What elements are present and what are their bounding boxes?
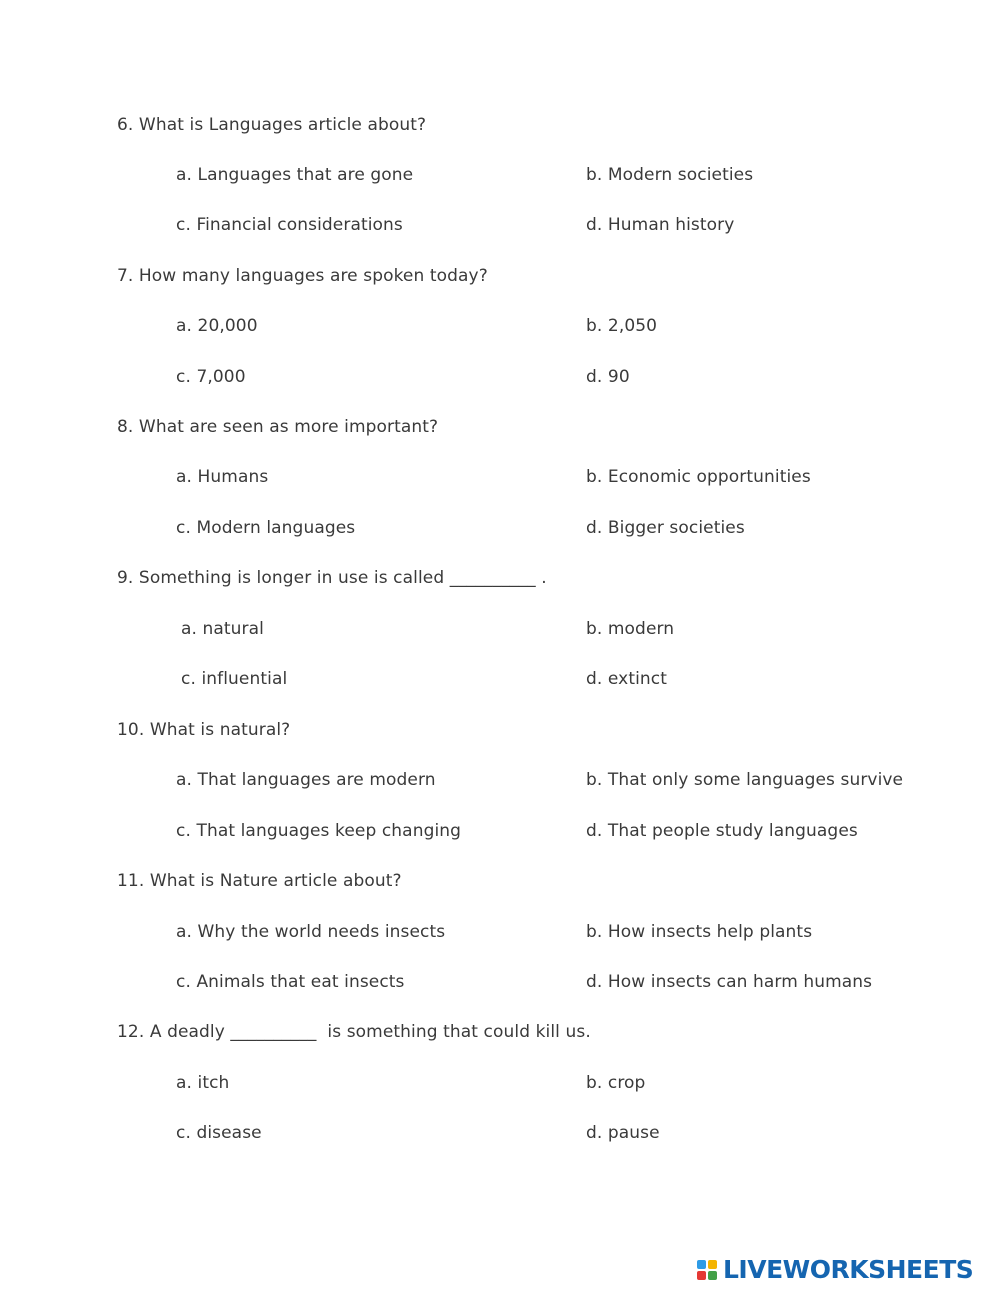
- question-7-option-a[interactable]: a. 20,000: [176, 316, 258, 336]
- question-9-option-b[interactable]: b. modern: [586, 619, 675, 639]
- question-11-option-b[interactable]: b. How insects help plants: [586, 922, 813, 942]
- question-9-option-a[interactable]: a. natural: [181, 619, 264, 639]
- question-11-option-d[interactable]: d. How insects can harm humans: [586, 972, 873, 992]
- question-12-option-c[interactable]: c. disease: [176, 1123, 262, 1143]
- question-10-prompt: 10. What is natural?: [117, 720, 291, 740]
- question-8-option-d[interactable]: d. Bigger societies: [586, 518, 745, 538]
- question-10-option-b[interactable]: b. That only some languages survive: [586, 770, 904, 790]
- question-8-option-a[interactable]: a. Humans: [176, 467, 269, 487]
- question-6-prompt: 6. What is Languages article about?: [117, 115, 427, 135]
- question-11-option-c[interactable]: c. Animals that eat insects: [176, 972, 405, 992]
- question-10-option-d[interactable]: d. That people study languages: [586, 821, 858, 841]
- question-7-option-c[interactable]: c. 7,000: [176, 367, 246, 387]
- question-6-option-a[interactable]: a. Languages that are gone: [176, 165, 414, 185]
- question-8-option-c[interactable]: c. Modern languages: [176, 518, 356, 538]
- question-6-option-c[interactable]: c. Financial considerations: [176, 215, 403, 235]
- question-8-option-b[interactable]: b. Economic opportunities: [586, 467, 811, 487]
- logo-square-red: [697, 1271, 706, 1280]
- question-9-prompt: 9. Something is longer in use is called __________ .: [117, 568, 547, 588]
- question-10-option-a[interactable]: a. That languages are modern: [176, 770, 436, 790]
- question-7-option-d[interactable]: d. 90: [586, 367, 630, 387]
- logo-square-blue: [697, 1260, 706, 1269]
- question-12-prompt: 12. A deadly __________ is something that could kill us.: [117, 1022, 591, 1042]
- question-7-option-b[interactable]: b. 2,050: [586, 316, 658, 336]
- question-11-prompt: 11. What is Nature article about?: [117, 871, 402, 891]
- question-10-option-c[interactable]: c. That languages keep changing: [176, 821, 462, 841]
- question-6-option-b[interactable]: b. Modern societies: [586, 165, 754, 185]
- question-7-prompt: 7. How many languages are spoken today?: [117, 266, 488, 286]
- question-8-prompt: 8. What are seen as more important?: [117, 417, 439, 437]
- question-11-option-a[interactable]: a. Why the world needs insects: [176, 922, 446, 942]
- question-6-option-d[interactable]: d. Human history: [586, 215, 735, 235]
- logo-square-yellow: [708, 1260, 717, 1269]
- logo-square-green: [708, 1271, 717, 1280]
- question-9-option-d[interactable]: d. extinct: [586, 669, 667, 689]
- question-12-option-b[interactable]: b. crop: [586, 1073, 646, 1093]
- question-12-option-a[interactable]: a. itch: [176, 1073, 230, 1093]
- liveworksheets-logo-icon: [697, 1260, 717, 1280]
- question-12-option-d[interactable]: d. pause: [586, 1123, 660, 1143]
- liveworksheets-brand: [697, 1255, 973, 1285]
- brand-name: LIVEWORKSHEETS: [723, 1255, 974, 1284]
- question-9-option-c[interactable]: c. influential: [181, 669, 288, 689]
